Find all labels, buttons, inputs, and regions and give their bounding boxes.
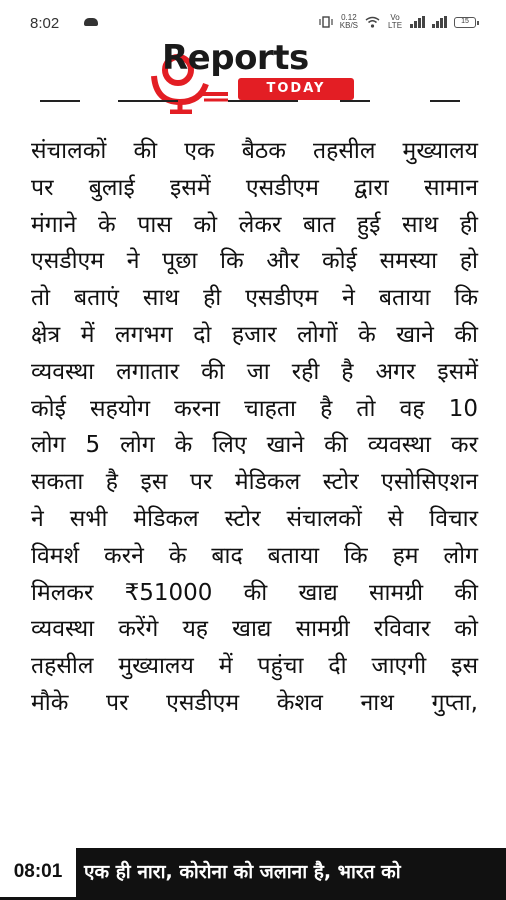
- article-line: व्यवस्था लगातार की जा रही है अगर इसमें: [31, 358, 478, 385]
- article-line: व्यवस्था करेंगे यह खाद्य सामग्री रविवार को: [31, 616, 478, 643]
- volte-label: Vo LTE: [387, 13, 403, 30]
- article-line: मिलकर ₹51000 की खाद्य सामग्री की: [31, 579, 478, 606]
- wifi-icon: [365, 16, 380, 28]
- article-line: लोग 5 लोग के लिए खाने की व्यवस्था कर: [31, 432, 478, 459]
- article-line: क्षेत्र में लगभग दो हजार लोगों के खाने की: [31, 321, 478, 348]
- article-line: तहसील मुख्यालय में पहुंचा दी जाएगी इस: [31, 653, 478, 680]
- battery-icon: [454, 17, 476, 28]
- article-line: पर बुलाई इसमें एसडीएम द्वारा सामान: [31, 174, 478, 201]
- data-speed-unit: KB/S: [339, 21, 358, 30]
- ticker-text: एक ही नारा, कोरोना को जलाना है, भारत को: [84, 861, 401, 883]
- ticker-time: 08:01: [0, 848, 76, 900]
- article-line: कोई सहयोग करना चाहता है तो वह 10: [31, 395, 478, 422]
- status-icons: [319, 14, 476, 30]
- news-ticker[interactable]: [0, 848, 506, 900]
- article-line: सकता है इस पर मेडिकल स्टोर एसोसिएशन: [31, 469, 478, 496]
- article-body: [0, 96, 506, 848]
- data-speed-value: 0.12: [341, 13, 357, 22]
- article-line: ने सभी मेडिकल स्टोर संचालकों से विचार: [31, 505, 478, 532]
- vibrate-icon: [319, 16, 333, 28]
- article-line: मौके पर एसडीएम केशव नाथ गुप्ता,: [31, 689, 478, 716]
- article-line: विमर्श करने के बाद बताया कि हम लोग: [31, 542, 478, 569]
- article-line: तो बताएं साथ ही एसडीएम ने बताया कि: [31, 285, 478, 312]
- cloud-icon: [84, 18, 98, 26]
- clipped-text-line: [0, 96, 506, 118]
- signal-icon: [410, 16, 425, 28]
- article-text: [31, 133, 478, 722]
- article-line: एसडीएम ने पूछा कि और कोई समस्या हो: [31, 248, 478, 275]
- logo-tagline: TODAY: [238, 78, 354, 100]
- status-time: 8:02: [30, 15, 60, 32]
- data-speed: [340, 14, 358, 30]
- signal-icon-2: [432, 16, 447, 28]
- battery-level: 15: [461, 17, 469, 25]
- logo-wordmark: Reports: [162, 38, 309, 78]
- article-line: मंगाने के पास को लेकर बात हुई साथ ही: [31, 211, 478, 238]
- article-line: संचालकों की एक बैठक तहसील मुख्यालय: [31, 138, 478, 164]
